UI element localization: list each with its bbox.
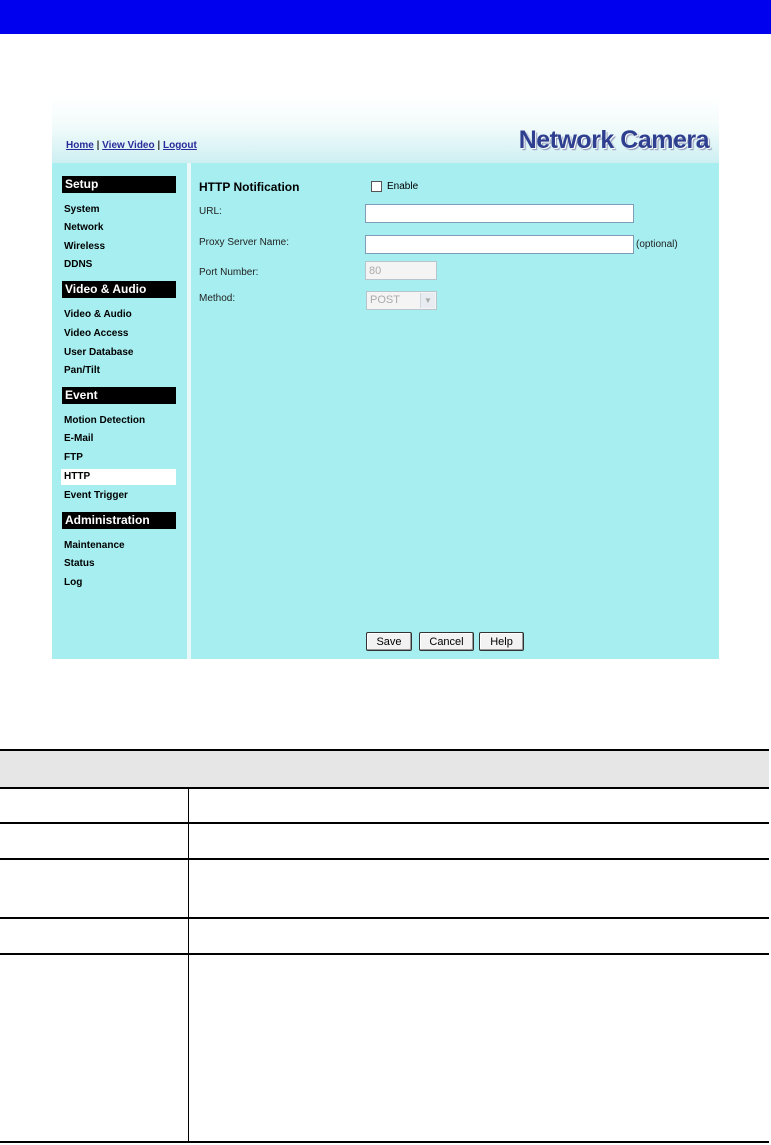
cancel-button[interactable]: Cancel [419,632,474,651]
sidebar-item-http[interactable]: HTTP [64,471,91,482]
enable-checkbox[interactable] [371,181,382,192]
help-button[interactable]: Help [479,632,524,651]
table-column-divider [188,789,189,1141]
camera-header [52,97,719,163]
sidebar-item-event-trigger[interactable]: Event Trigger [64,490,128,501]
proxy-server-label: Proxy Server Name: [199,237,290,248]
chevron-down-icon: ▼ [420,293,435,308]
sidebar-item-video-access[interactable]: Video Access [64,328,129,339]
save-button[interactable]: Save [366,632,412,651]
method-label: Method: [199,293,236,304]
table-rule [0,917,769,919]
method-value: POST [370,294,400,306]
sidebar-item-motion-detection[interactable]: Motion Detection [64,415,146,426]
sidebar-item-ddns[interactable]: DDNS [64,259,93,270]
sidebar-item-system[interactable]: System [64,204,100,215]
sidebar-section-setup: Setup [62,176,176,193]
view-video-link[interactable]: View Video [102,140,155,151]
sidebar-section-event: Event [62,387,176,404]
sidebar-section-video-audio: Video & Audio [62,281,176,298]
top-nav [66,140,197,151]
sidebar-item-user-database[interactable]: User Database [64,347,134,358]
url-input[interactable] [365,204,634,223]
proxy-server-input[interactable] [365,235,634,254]
sidebar-item-maintenance[interactable]: Maintenance [64,540,125,551]
camera-setup-screenshot [52,97,719,659]
link-separator: | [157,140,161,151]
top-banner [0,0,771,34]
url-label: URL: [199,206,222,217]
sidebar-section-administration: Administration [62,512,176,529]
sidebar-item-video-audio[interactable]: Video & Audio [64,309,132,320]
link-separator: | [96,140,100,151]
table-rule [0,953,769,955]
sidebar-item-status[interactable]: Status [64,558,95,569]
sidebar-item-ftp[interactable]: FTP [64,452,83,463]
page-title: HTTP Notification [199,180,300,194]
optional-hint: (optional) [636,239,678,250]
port-number-input[interactable] [365,261,437,280]
home-link[interactable]: Home [66,140,94,151]
port-number-label: Port Number: [199,267,259,278]
sidebar-item-log[interactable]: Log [64,577,83,588]
sidebar-item-network[interactable]: Network [64,222,104,233]
table-header-row [0,751,769,787]
network-camera-logo: Network Camera [518,126,709,154]
sidebar-item-pan-tilt[interactable]: Pan/Tilt [64,365,100,376]
table-rule [0,822,769,824]
sidebar-item-wireless[interactable]: Wireless [64,241,106,252]
http-settings-panel [191,163,719,659]
sidebar [52,163,187,659]
logout-link[interactable]: Logout [162,140,197,151]
sidebar-item-email[interactable]: E-Mail [64,433,94,444]
table-rule [0,787,769,789]
method-select[interactable] [366,291,437,310]
table-rule [0,858,769,860]
enable-label: Enable [387,181,419,192]
table-bottom-border [0,1141,769,1143]
